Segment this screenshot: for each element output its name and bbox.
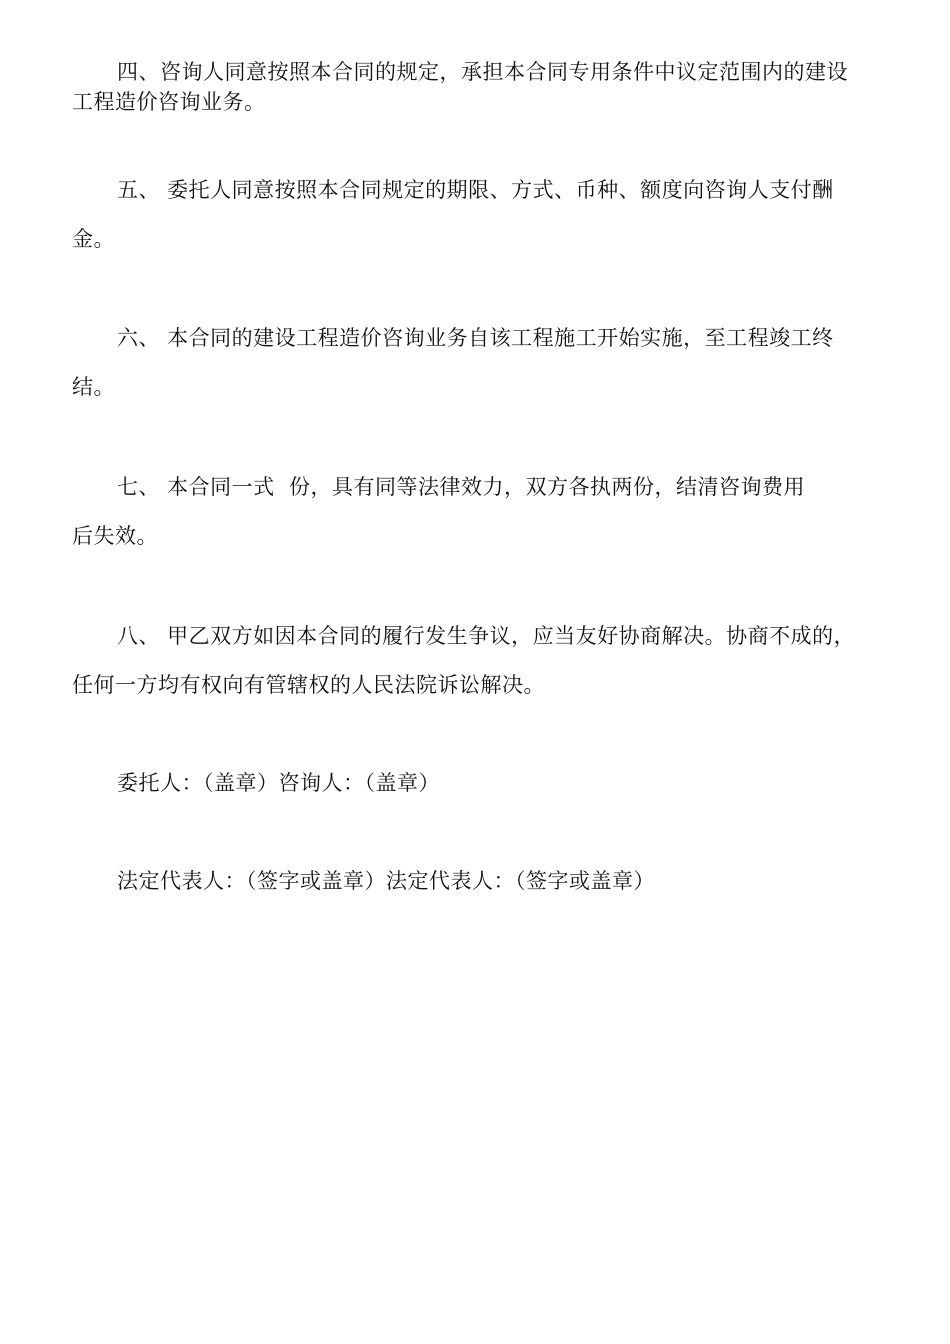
clause-4-line-1: 四、咨询人同意按照本合同的规定，承担本合同专用条件中议定范围内的建设 xyxy=(117,60,848,84)
party-seal-line: 委托人：（盖章）咨询人：（盖章） xyxy=(117,771,440,795)
clause-6-line-2: 结。 xyxy=(72,375,115,399)
clause-6-line-1: 六、 本合同的建设工程造价咨询业务自该工程施工开始实施，至工程竣工终 xyxy=(117,326,834,350)
clause-5-line-2: 金。 xyxy=(72,227,115,251)
clause-5-line-1: 五、 委托人同意按照本合同规定的期限、方式、币种、额度向咨询人支付酬 xyxy=(117,178,834,202)
representative-sign-line: 法定代表人：（签字或盖章）法定代表人：（签字或盖章） xyxy=(117,869,655,893)
clause-7-line-2: 后失效。 xyxy=(72,524,158,548)
clause-8-line-1: 八、 甲乙双方如因本合同的履行发生争议，应当友好协商解决。协商不成的， xyxy=(117,624,856,648)
clause-8-line-2: 任何一方均有权向有管辖权的人民法院诉讼解决。 xyxy=(72,673,545,697)
clause-7-line-1: 七、 本合同一式 份，具有同等法律效力，双方各执两份，结清咨询费用 xyxy=(117,475,806,499)
clause-4-line-2: 工程造价咨询业务。 xyxy=(72,90,266,114)
